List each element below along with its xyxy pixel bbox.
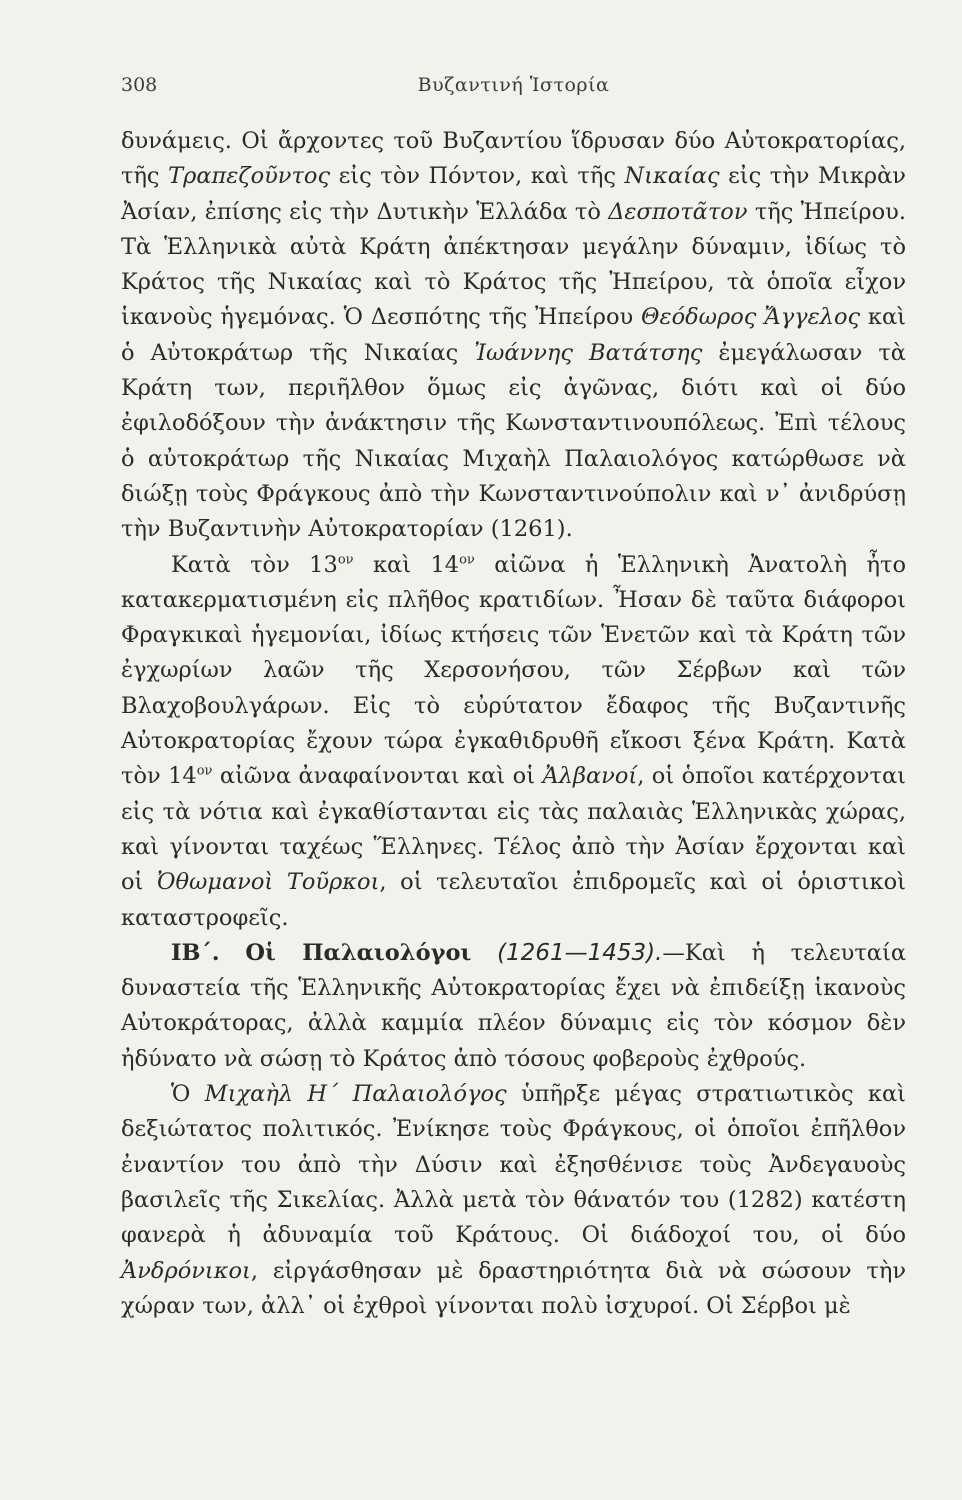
paragraph-2 [121, 548, 906, 936]
text-run: δυνάμεις. Οἱ ἄρχοντες τοῦ Βυζαντίου ἵδρυσαν δύο Αὐτοκρατορίας, τῆς [121, 128, 906, 190]
section-number: ΙΒ΄. [171, 939, 220, 966]
text-run: καὶ ὁ Αὐτοκράτωρ τῆς Νικαίας [121, 304, 906, 366]
text-run: Ὁ [171, 1081, 205, 1108]
text-run: τῆς Ἠπείρου. Τὰ Ἑλληνικὰ αὐτὰ Κράτη ἀπέκτησαν μεγάλην δύναμιν, ἰδίως τὸ Κράτος τῆς Νικαίας καὶ τὸ Κράτος τῆς Ἠπείρου, τὰ ὁποῖα εἶχον ἱκανοὺς ἡγεμόνας. Ὁ Δεσπότης τῆς Ἠπείρου [121, 198, 906, 331]
page-number: 308 [121, 74, 158, 96]
ordinal-suffix: ον [196, 763, 213, 779]
text-run: ὑπῆρξε μέγας στρατιωτικὸς καὶ δεξιώτατος πολιτικός. Ἐνίκησε τοὺς Φράγκους, οἱ ὁποῖοι ἐπῆλθον ἐναντίον του ἀπὸ τὴν Δύσιν καὶ ἐξησθένισε τοὺς Ἀνδεγαυοὺς βασιλεῖς τῆς Σικελίας. Ἀλλὰ μετὰ τὸν θάνατόν του (1282) κατέστη φανερὰ ἡ ἀδυναμία τοῦ Κράτους. Οἱ διάδοχοί του, οἱ δύο [121, 1081, 906, 1249]
text-run: εἰς τὴν Μικρὰν Ἀσίαν, ἐπίσης εἰς τὴν Δυτικὴν Ἑλλάδα τὸ [121, 163, 906, 225]
text-run: , οἱ ὁποῖοι κατέρχονται εἰς τὰ νότια καὶ ἐγκαθίστανται εἰς τὰς παλαιὰς Ἑλληνικὰς χώρας, καὶ γίνονται ταχέως Ἕλληνες. Τέλος ἀπὸ τὴν Ἀσίαν ἔρχονται καὶ οἱ [121, 763, 906, 896]
ordinal-suffix: ον [459, 552, 475, 568]
text-run: εἰς τὸν Πόντον, καὶ τῆς [330, 163, 625, 190]
italic-run: Ἰωάννης Βατάτσης [474, 339, 703, 366]
section-dash: — [662, 939, 685, 966]
text-run: καὶ 14 [353, 551, 460, 578]
text-run: , εἰργάσθησαν μὲ δραστηριότητα διὰ νὰ σώσουν τὴν χώραν των, ἀλλ᾽ οἱ ἐχθροὶ γίνονται πολὺ ἰσχυροί. Οἱ Σέρβοι μὲ [121, 1257, 906, 1319]
italic-run: Θεόδωρος Ἄγγελος [641, 304, 861, 331]
section-dates: (1261—1453). [497, 939, 663, 966]
body-text [121, 124, 906, 1324]
italic-run: Ὀθωμανοὶ Τοῦρκοι [157, 869, 380, 896]
text-run: , οἱ τελευταῖοι ἐπιδρομεῖς καὶ οἱ ὁριστικοὶ καταστροφεῖς. [121, 869, 906, 931]
italic-run: Τραπεζοῦντος [168, 163, 331, 190]
text-run: Καὶ ἡ τελευταία δυναστεία τῆς Ἑλληνικῆς Αὐτοκρατορίας ἔχει νὰ ἐπιδείξῃ ἱκανοὺς Αὐτοκράτορας, ἀλλὰ καμμία πλέον δύναμις εἰς τὸν κόσμον δὲν ἠδύνατο νὰ σώσῃ τὸ Κράτος ἀπὸ τόσους φοβεροὺς ἐχθρούς. [121, 939, 907, 1072]
ordinal-suffix: ον [337, 552, 354, 568]
italic-run: Δεσποτᾶτον [608, 198, 748, 225]
text-run: αἰῶνα ἀναφαίνονται καὶ οἱ [212, 763, 543, 790]
section-title: Οἱ Παλαιολόγοι [245, 939, 472, 966]
paragraph-4 [121, 1077, 906, 1324]
italic-run: Νικαίας [624, 163, 720, 190]
text-run: ἐμεγάλωσαν τὰ Κράτη των, περιῆλθον ὅμως εἰς ἀγῶνας, διότι καὶ οἱ δύο ἐφιλοδόξουν τὴν ἀνάκτησιν τῆς Κωνσταντινουπόλεως. Ἐπὶ τέλους ὁ αὐτοκράτωρ τῆς Νικαίας Μιχαὴλ Παλαιολόγος κατώρθωσε νὰ διώξῃ τοὺς Φράγκους ἀπὸ τὴν Κωνσταντινούπολιν καὶ ν᾽ ἀνιδρύσῃ τὴν Βυζαντινὴν Αὐτοκρατορίαν (1261). [121, 339, 906, 543]
text-run: αἰῶνα ἡ Ἑλληνικὴ Ἀνατολὴ ἦτο κατακερματισμένη εἰς πλῆθος κρατιδίων. Ἦσαν δὲ ταῦτα διάφοροι Φραγκικαὶ ἡγεμονίαι, ἰδίως κτήσεις τῶν Ἑνετῶν καὶ τὰ Κράτη τῶν ἐγχωρίων λαῶν τῆς Χερσονήσου, τῶν Σέρβων καὶ τῶν Βλαχοβουλγάρων. Εἰς τὸ εὐρύτατον ἔδαφος τῆς Βυζαντινῆς Αὐτοκρατορίας ἔχουν τώρα ἐγκαθιδρυθῆ εἴκοσι ξένα Κράτη. Κατὰ τὸν 14 [121, 551, 906, 790]
paragraph-1 [121, 124, 906, 548]
italic-run: Ἀνδρόνικοι [121, 1257, 251, 1284]
italic-run: Ἀλβανοί [542, 763, 638, 790]
page-header [121, 74, 906, 102]
italic-run: Μιχαὴλ Η΄ Παλαιολόγος [204, 1081, 507, 1108]
text-run: Κατὰ τὸν 13 [171, 551, 338, 578]
running-title: Βυζαντινή Ἱστορία [417, 74, 610, 96]
section-paragraph [121, 936, 906, 1077]
